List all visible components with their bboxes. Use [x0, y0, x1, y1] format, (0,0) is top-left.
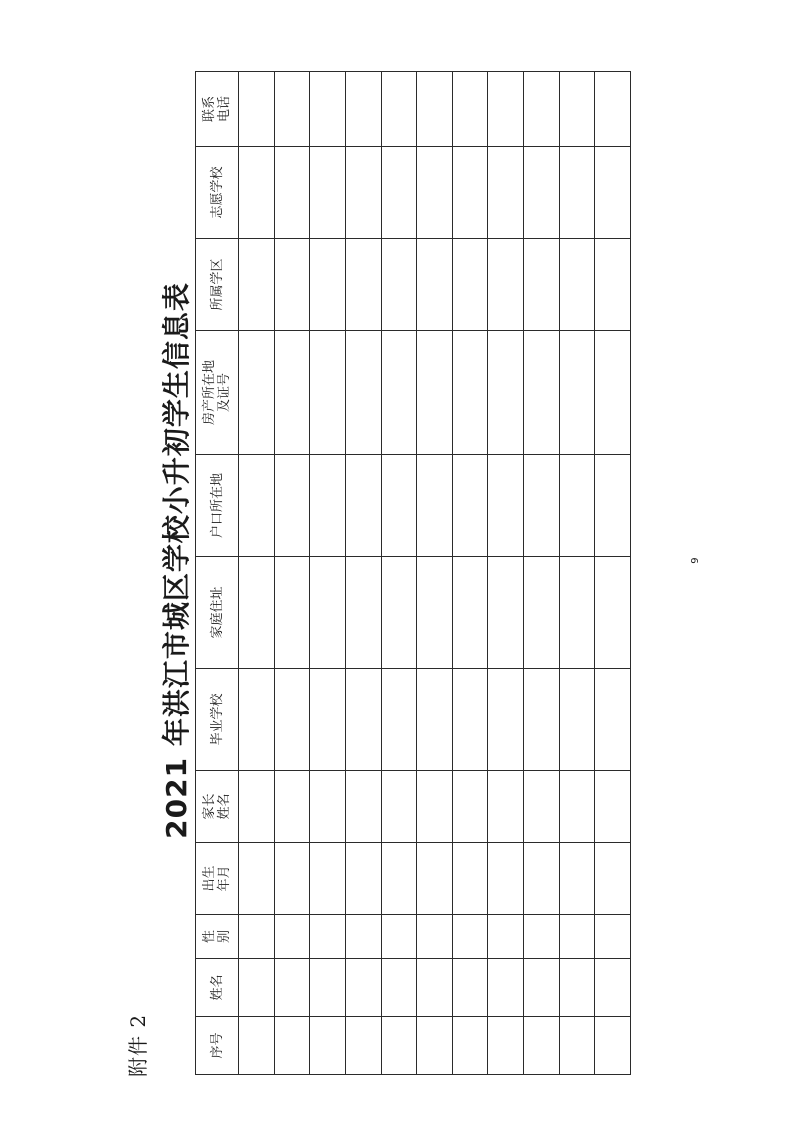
- table-cell-parent: [345, 771, 381, 843]
- table-cell-property: [417, 331, 453, 455]
- table-cell-grad_school: [239, 669, 275, 771]
- table-cell-phone: [417, 72, 453, 147]
- table-cell-grad_school: [524, 669, 560, 771]
- table-cell-wish_school: [452, 147, 488, 239]
- table-cell-hukou: [381, 455, 417, 557]
- header-property: 房产所在地及证号: [196, 331, 239, 455]
- table-cell-property: [488, 331, 524, 455]
- header-birth: 出生年月: [196, 843, 239, 915]
- table-cell-parent: [488, 771, 524, 843]
- table-cell-phone: [345, 72, 381, 147]
- table-cell-phone: [310, 72, 346, 147]
- table-cell-parent: [452, 771, 488, 843]
- table-cell-hukou: [488, 455, 524, 557]
- table-cell-hukou: [310, 455, 346, 557]
- table-cell-parent: [595, 771, 631, 843]
- table-cell-home_address: [524, 557, 560, 669]
- header-name: 姓名: [196, 959, 239, 1017]
- table-cell-grad_school: [559, 669, 595, 771]
- table-cell-district: [417, 239, 453, 331]
- table-cell-phone: [239, 72, 275, 147]
- table-cell-hukou: [274, 455, 310, 557]
- table-cell-hukou: [559, 455, 595, 557]
- table-cell-phone: [488, 72, 524, 147]
- table-row: [488, 72, 524, 1075]
- table-cell-name: [488, 959, 524, 1017]
- table-cell-phone: [381, 72, 417, 147]
- table-cell-gender: [310, 915, 346, 959]
- table-cell-seq: [345, 1017, 381, 1075]
- table-cell-home_address: [345, 557, 381, 669]
- table-cell-seq: [559, 1017, 595, 1075]
- table-cell-wish_school: [345, 147, 381, 239]
- table-cell-seq: [310, 1017, 346, 1075]
- table-cell-hukou: [524, 455, 560, 557]
- table-cell-home_address: [488, 557, 524, 669]
- table-cell-grad_school: [310, 669, 346, 771]
- table-cell-hukou: [452, 455, 488, 557]
- table-cell-wish_school: [595, 147, 631, 239]
- table-cell-name: [452, 959, 488, 1017]
- table-cell-wish_school: [310, 147, 346, 239]
- table-cell-parent: [381, 771, 417, 843]
- table-cell-seq: [524, 1017, 560, 1075]
- table-cell-property: [345, 331, 381, 455]
- table-cell-grad_school: [595, 669, 631, 771]
- table-cell-phone: [452, 72, 488, 147]
- table-cell-name: [310, 959, 346, 1017]
- table-row: [452, 72, 488, 1075]
- table-row: [595, 72, 631, 1075]
- table-header-row: [196, 72, 239, 1075]
- table-cell-district: [239, 239, 275, 331]
- table-cell-name: [239, 959, 275, 1017]
- table-cell-seq: [239, 1017, 275, 1075]
- table-cell-property: [274, 331, 310, 455]
- table-cell-birth: [452, 843, 488, 915]
- table-cell-gender: [452, 915, 488, 959]
- table-cell-birth: [274, 843, 310, 915]
- table-cell-gender: [381, 915, 417, 959]
- table-row: [310, 72, 346, 1075]
- table-cell-home_address: [310, 557, 346, 669]
- table-cell-gender: [595, 915, 631, 959]
- table-row: [524, 72, 560, 1075]
- table-cell-seq: [274, 1017, 310, 1075]
- table-cell-district: [381, 239, 417, 331]
- header-hukou: 户口所在地: [196, 455, 239, 557]
- table-cell-parent: [274, 771, 310, 843]
- student-info-table: [195, 71, 631, 1075]
- table-cell-name: [345, 959, 381, 1017]
- table-body: [239, 72, 631, 1075]
- table-cell-gender: [239, 915, 275, 959]
- table-cell-home_address: [559, 557, 595, 669]
- table-cell-seq: [595, 1017, 631, 1075]
- table-cell-seq: [452, 1017, 488, 1075]
- table-row: [274, 72, 310, 1075]
- header-seq: 序号: [196, 1017, 239, 1075]
- table-cell-birth: [595, 843, 631, 915]
- table-cell-home_address: [452, 557, 488, 669]
- table-cell-phone: [524, 72, 560, 147]
- table-cell-gender: [274, 915, 310, 959]
- header-parent: 家长姓名: [196, 771, 239, 843]
- table-cell-wish_school: [559, 147, 595, 239]
- table-cell-district: [310, 239, 346, 331]
- table-cell-gender: [559, 915, 595, 959]
- table-row: [417, 72, 453, 1075]
- table-cell-home_address: [274, 557, 310, 669]
- table-cell-property: [595, 331, 631, 455]
- header-phone: 联系电话: [196, 72, 239, 147]
- table-cell-district: [488, 239, 524, 331]
- table-cell-grad_school: [345, 669, 381, 771]
- table-cell-home_address: [381, 557, 417, 669]
- table-cell-parent: [239, 771, 275, 843]
- table-cell-wish_school: [524, 147, 560, 239]
- table-cell-property: [524, 331, 560, 455]
- table-cell-seq: [381, 1017, 417, 1075]
- table-cell-name: [559, 959, 595, 1017]
- attachment-label: 附件 2: [126, 1013, 150, 1077]
- table-cell-home_address: [595, 557, 631, 669]
- table-cell-property: [381, 331, 417, 455]
- table-cell-name: [274, 959, 310, 1017]
- header-district: 所属学区: [196, 239, 239, 331]
- table-cell-grad_school: [274, 669, 310, 771]
- table-cell-wish_school: [239, 147, 275, 239]
- table-cell-gender: [488, 915, 524, 959]
- table-cell-grad_school: [417, 669, 453, 771]
- table-cell-name: [381, 959, 417, 1017]
- table-cell-birth: [345, 843, 381, 915]
- table-cell-parent: [559, 771, 595, 843]
- table-cell-birth: [488, 843, 524, 915]
- table-row: [381, 72, 417, 1075]
- table-cell-gender: [345, 915, 381, 959]
- table-cell-grad_school: [488, 669, 524, 771]
- table-cell-district: [345, 239, 381, 331]
- table-cell-name: [595, 959, 631, 1017]
- table-cell-district: [452, 239, 488, 331]
- table-cell-gender: [524, 915, 560, 959]
- table-cell-hukou: [345, 455, 381, 557]
- table-cell-hukou: [595, 455, 631, 557]
- table-row: [559, 72, 595, 1075]
- table-cell-birth: [310, 843, 346, 915]
- table-row: [345, 72, 381, 1075]
- table-cell-home_address: [417, 557, 453, 669]
- table-cell-parent: [310, 771, 346, 843]
- table-cell-property: [452, 331, 488, 455]
- table-cell-home_address: [239, 557, 275, 669]
- table-cell-birth: [417, 843, 453, 915]
- table-cell-grad_school: [381, 669, 417, 771]
- table-cell-property: [559, 331, 595, 455]
- table-cell-grad_school: [452, 669, 488, 771]
- table-cell-parent: [417, 771, 453, 843]
- table-cell-wish_school: [274, 147, 310, 239]
- table-cell-parent: [524, 771, 560, 843]
- table-cell-phone: [595, 72, 631, 147]
- header-home-address: 家庭住址: [196, 557, 239, 669]
- table-cell-name: [524, 959, 560, 1017]
- table-cell-district: [274, 239, 310, 331]
- table-row: [239, 72, 275, 1075]
- table-cell-district: [524, 239, 560, 331]
- table-cell-district: [595, 239, 631, 331]
- table-cell-wish_school: [381, 147, 417, 239]
- table-cell-birth: [559, 843, 595, 915]
- table-cell-seq: [488, 1017, 524, 1075]
- table-cell-wish_school: [417, 147, 453, 239]
- table-cell-wish_school: [488, 147, 524, 239]
- page-number: 9: [690, 557, 701, 564]
- table-cell-birth: [239, 843, 275, 915]
- table-cell-birth: [524, 843, 560, 915]
- table-cell-hukou: [417, 455, 453, 557]
- header-grad-school: 毕业学校: [196, 669, 239, 771]
- table-cell-phone: [274, 72, 310, 147]
- table-cell-property: [239, 331, 275, 455]
- document-title: 2021 年洪江市城区学校小升初学生信息表: [160, 282, 193, 839]
- table-cell-birth: [381, 843, 417, 915]
- table-cell-district: [559, 239, 595, 331]
- table-cell-gender: [417, 915, 453, 959]
- table-cell-name: [417, 959, 453, 1017]
- header-gender: 性别: [196, 915, 239, 959]
- table-cell-hukou: [239, 455, 275, 557]
- header-wish-school: 志愿学校: [196, 147, 239, 239]
- table-cell-property: [310, 331, 346, 455]
- table-cell-phone: [559, 72, 595, 147]
- table-cell-seq: [417, 1017, 453, 1075]
